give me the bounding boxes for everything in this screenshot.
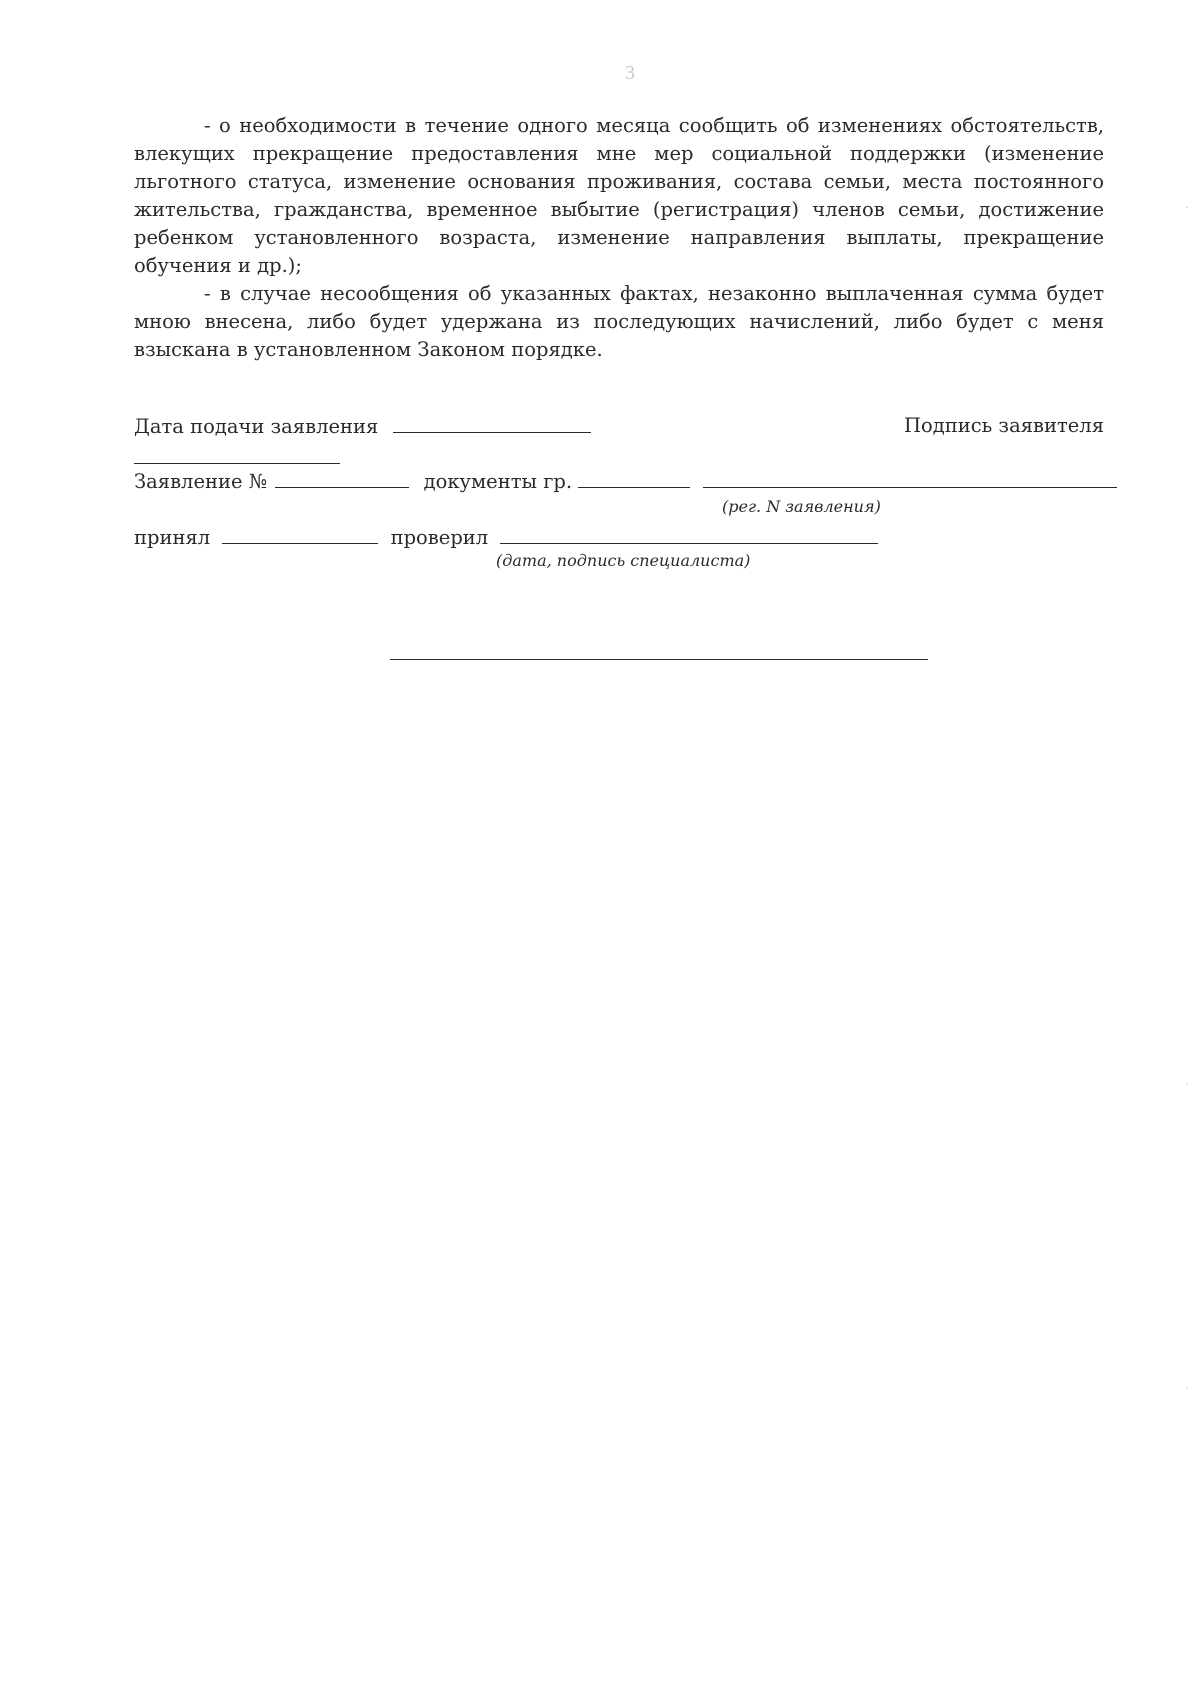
- reg-number-blank[interactable]: [703, 469, 1117, 488]
- date-row: [134, 414, 591, 439]
- specialist-caption: (дата, подпись специалиста): [496, 551, 751, 570]
- signature-line: [134, 463, 340, 464]
- signature-label: Подпись заявителя: [903, 414, 1104, 437]
- scan-artifact: [1186, 207, 1188, 208]
- paragraph-overpayment: - в случае несообщения об указанных фактах, незаконно выплаченная сумма будет мною внесена, либо будет удержана из последующих начислений, либо будет с меня взыскана в установленном Законом порядке.: [134, 282, 1104, 361]
- checked-blank[interactable]: [500, 525, 878, 544]
- closing-separator: [390, 659, 928, 660]
- paragraph-notify-changes: - о необходимости в течение одного месяца сообщить об изменениях обстоятельств, влекущих прекращение предоставления мне мер социальной поддержки (изменение льготного статуса, изменение основания проживания, состава семьи, места постоянного жительства, гражданства, временное выбытие (регистрация) членов семьи, достижение ребенком установленного возраста, изменение направления выплаты, прекращение обучения и др.);: [134, 114, 1104, 277]
- accepted-label: принял: [134, 526, 211, 549]
- date-label: Дата подачи заявления: [134, 415, 379, 438]
- scan-artifact: [1186, 1388, 1188, 1389]
- application-number-blank[interactable]: [275, 469, 409, 488]
- scan-artifact: [1186, 1084, 1188, 1085]
- application-number-label: Заявление №: [134, 470, 268, 493]
- accepted-blank[interactable]: [222, 525, 378, 544]
- notice-text: [134, 112, 1104, 364]
- reg-number-caption: (рег. N заявления): [722, 497, 881, 516]
- documents-blank[interactable]: [578, 469, 690, 488]
- page-number: 3: [625, 62, 635, 84]
- date-blank[interactable]: [393, 414, 591, 433]
- checked-label: проверил: [390, 526, 489, 549]
- application-row: [134, 469, 1117, 494]
- accepted-row: [134, 525, 878, 550]
- documents-label: документы гр.: [423, 470, 573, 493]
